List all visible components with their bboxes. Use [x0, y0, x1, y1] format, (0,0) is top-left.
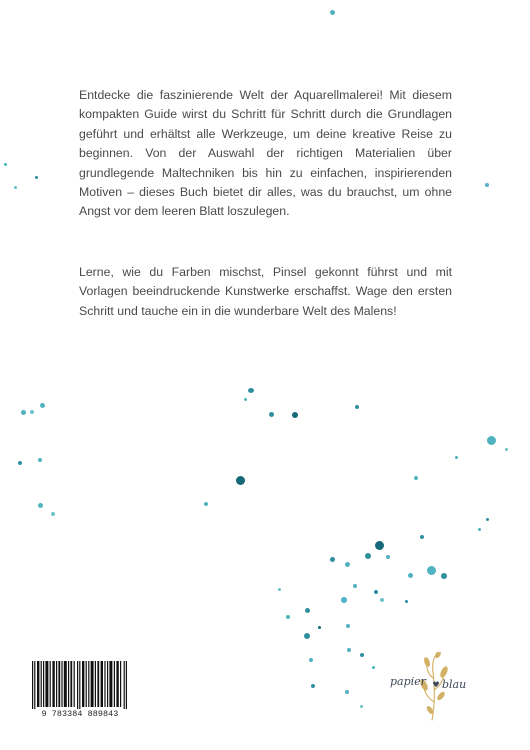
paint-dot [341, 597, 347, 603]
paint-dot [51, 512, 55, 516]
paint-dot [478, 528, 481, 531]
paint-dot [414, 476, 418, 480]
paint-dot [486, 518, 489, 521]
paint-dot [286, 615, 290, 619]
paint-dot [292, 412, 298, 418]
paint-dot [505, 448, 508, 451]
paint-dot [455, 456, 458, 459]
paint-dot [360, 705, 363, 708]
publisher-logo [388, 652, 498, 722]
paint-dot [346, 624, 350, 628]
blurb-paragraph-1: Entdecke die faszinierende Welt der Aquarellmalerei! Mit diesem kompakten Guide wirst du Schritt für Schritt durch die Grundlagen geführt und erhältst alle Werkzeuge, um deine kreative Reise zu beginnen. Von der Auswahl der richtigen Materialien über grundlegende Maltechniken bis hin zu einfachen, inspirierenden Motiven – dieses Buch bietet dir alles, was du brauchst, um ohne Angst vor dem leeren Blatt loszulegen. [79, 88, 452, 219]
paint-dot [380, 598, 384, 602]
paint-dot [487, 436, 496, 445]
isbn-barcode [30, 661, 130, 725]
logo-word-blau: blau [442, 678, 467, 691]
paint-dot [18, 461, 22, 465]
paint-dot [40, 403, 45, 408]
paint-dot [420, 535, 424, 539]
paint-dot [347, 648, 351, 652]
paint-dot [408, 573, 413, 578]
paint-dot [38, 458, 42, 462]
paint-dot [244, 398, 247, 401]
paint-dot [386, 555, 390, 559]
paint-dot [441, 573, 447, 579]
paint-dot [269, 412, 274, 417]
paint-dot [365, 553, 371, 559]
paint-dot [353, 584, 357, 588]
logo-word-papier: papier [390, 675, 426, 688]
paint-dot [38, 503, 43, 508]
barcode-bars-graphic [30, 661, 130, 711]
paint-dot [330, 10, 335, 15]
paint-dot [375, 541, 384, 550]
paint-dot [318, 626, 321, 629]
paint-dot [360, 653, 364, 657]
paint-dot [278, 588, 281, 591]
paint-dot [427, 566, 436, 575]
paint-dot [372, 666, 375, 669]
paint-dot [248, 388, 254, 393]
paint-dot [345, 562, 350, 567]
paint-dot [309, 658, 313, 662]
blurb-paragraph-2: Lerne, wie du Farben mischst, Pinsel gekonnt führst und mit Vorlagen beeindruckende Kunstwerke erschaffst. Wage den ersten Schritt und tauche ein in die wunderbare Welt des Malens! [79, 265, 452, 318]
paint-dot [311, 684, 315, 688]
paint-dot [30, 410, 34, 414]
paint-dot [485, 183, 489, 187]
paint-dot [405, 600, 408, 603]
paint-dot [21, 410, 26, 415]
paint-dot [345, 690, 349, 694]
isbn-digits: 9 783384 889843 [30, 709, 130, 723]
paint-dot [14, 186, 17, 189]
paint-dot [330, 557, 335, 562]
paint-dot [304, 633, 310, 639]
paint-dot [4, 163, 7, 166]
paint-dot [35, 176, 38, 179]
paint-dot [305, 608, 310, 613]
paint-dot [374, 590, 378, 594]
paint-dot [204, 502, 208, 506]
paint-dot [236, 476, 245, 485]
paint-dot [355, 405, 359, 409]
